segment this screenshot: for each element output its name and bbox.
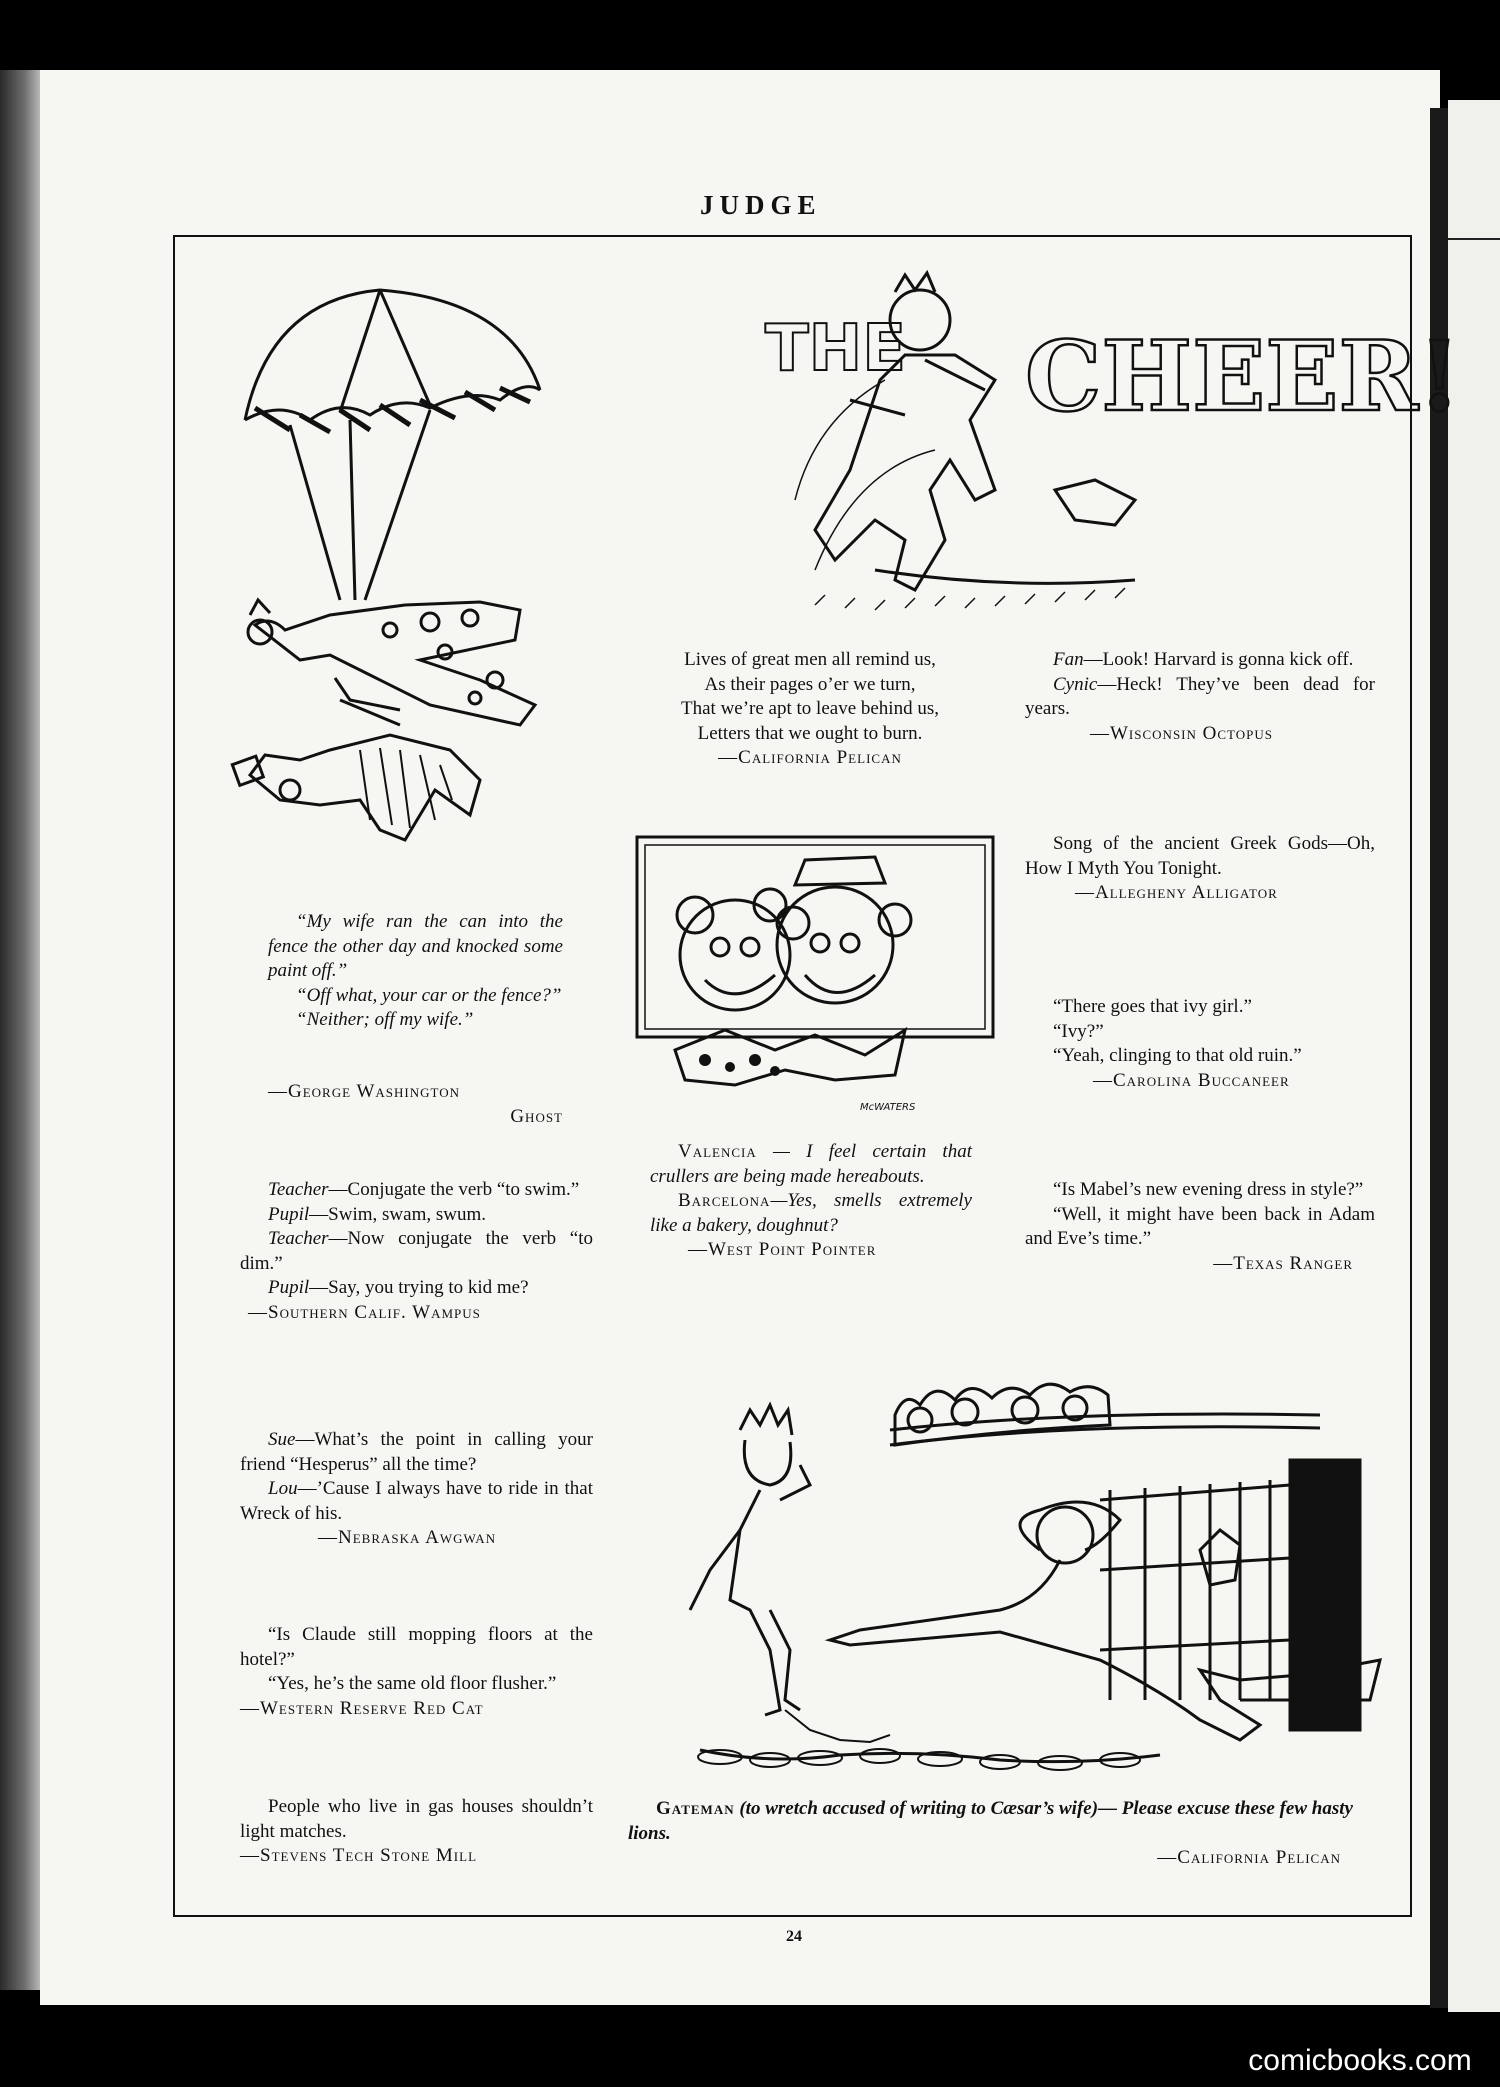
- poem-lives-line4: Letters that we ought to burn.: [697, 722, 923, 744]
- watermark: comicbooks.com: [1248, 2044, 1472, 2077]
- poem-lives-line2: As their pages o’er we turn,: [704, 673, 916, 695]
- joke-wife: [268, 910, 563, 1033]
- joke-mabel-line2: “Well, it might have been back in Adam and Eve’s time.”: [1025, 1203, 1375, 1249]
- joke-gateman: [628, 1797, 1376, 1871]
- speaker-sue: Sue: [268, 1429, 296, 1450]
- joke-hesperus-line2: —’Cause I always have to ride in that Wreck of his.: [240, 1478, 593, 1524]
- joke-swim-line1: —Conjugate the verb “to swim.”: [328, 1179, 580, 1200]
- joke-claude: [240, 1623, 593, 1721]
- the-cheer-cartoon: [755, 270, 1461, 615]
- joke-mabel-source: —Texas Ranger: [1213, 1252, 1353, 1274]
- joke-claude-source: —Western Reserve Red Cat: [240, 1697, 484, 1719]
- joke-greek: [1025, 832, 1375, 906]
- joke-gateman-source: —California Pelican: [1157, 1847, 1341, 1868]
- joke-gashouse-source: —Stevens Tech Stone Mill: [240, 1845, 478, 1866]
- poem-lives-line1: Lives of great men all remind us,: [684, 649, 936, 670]
- lion-arena-cartoon: [620, 1370, 1380, 1810]
- joke-gashouse-line1: People who live in gas houses shouldn’t light matches.: [240, 1796, 593, 1842]
- joke-wife-source-2: Ghost: [510, 1105, 563, 1127]
- joke-crullers-source: —West Point Pointer: [688, 1239, 877, 1260]
- parachute-cartoon: [230, 280, 590, 850]
- joke-crullers-line1: — I feel certain that crullers are being made hereabouts.: [650, 1141, 972, 1187]
- poem-lives: [625, 648, 995, 771]
- joke-swim-source: —Southern Calif. Wampus: [248, 1301, 481, 1323]
- joke-harvard: [1025, 648, 1375, 746]
- speaker-gateman: Gateman: [656, 1798, 735, 1819]
- poem-lives-source: —California Pelican: [718, 747, 902, 768]
- adjacent-page-rule: [1448, 238, 1500, 240]
- joke-hesperus: [240, 1428, 593, 1551]
- speaker-barcelona: Barcelona: [678, 1190, 771, 1211]
- joke-swim: [240, 1178, 593, 1325]
- joke-gashouse: [240, 1795, 593, 1869]
- joke-mabel: [1025, 1178, 1375, 1276]
- bakers-cartoon: [635, 835, 995, 1130]
- cheer-title-right: CHEER!: [1025, 320, 1461, 433]
- joke-harvard-line2: —Heck! They’ve been dead for years.: [1025, 673, 1375, 719]
- joke-wife-line1: “My wife ran the can into the fence the other day and knocked some paint off.”: [268, 911, 563, 981]
- joke-ivy-line3: “Yeah, clinging to that old ruin.”: [1053, 1045, 1302, 1066]
- joke-wife-source: [268, 1080, 563, 1129]
- speaker-teacher-1: Teacher: [268, 1179, 329, 1200]
- joke-ivy-line1: “There goes that ivy girl.”: [1053, 996, 1252, 1017]
- speaker-teacher-2: Teacher: [268, 1228, 329, 1249]
- joke-claude-line2: “Yes, he’s the same old floor flusher.”: [268, 1673, 557, 1694]
- speaker-pupil-2: Pupil: [268, 1277, 310, 1298]
- joke-swim-line3: —Now conjugate the verb “to dim.”: [240, 1228, 593, 1274]
- speaker-fan: Fan: [1053, 649, 1084, 670]
- joke-greek-line1: Song of the ancient Greek Gods—Oh, How I Myth You Tonight.: [1025, 833, 1375, 879]
- joke-ivy-line2: “Ivy?”: [1053, 1020, 1104, 1042]
- joke-wife-source-1: —George Washington: [268, 1081, 460, 1102]
- joke-ivy: [1025, 995, 1375, 1093]
- joke-wife-line2: “Off what, your car or the fence?”: [296, 984, 562, 1006]
- joke-harvard-line1: —Look! Harvard is gonna kick off.: [1083, 649, 1354, 670]
- masthead: JUDGE: [700, 190, 822, 220]
- joke-greek-source: —Allegheny Alligator: [1075, 882, 1278, 903]
- joke-mabel-line1: “Is Mabel’s new evening dress in style?”: [1053, 1179, 1364, 1200]
- poem-lives-line3: That we’re apt to leave behind us,: [681, 698, 939, 719]
- joke-hesperus-source: —Nebraska Awgwan: [318, 1527, 497, 1548]
- speaker-valencia: Valencia: [678, 1141, 757, 1162]
- speaker-pupil-1: Pupil: [268, 1203, 310, 1225]
- joke-swim-line2: —Swim, swam, swum.: [309, 1203, 486, 1225]
- cheer-title-left: THE: [765, 312, 906, 386]
- joke-crullers-line2: —Yes, smells extremely like a bakery, doughnut?: [650, 1190, 972, 1236]
- joke-hesperus-line1: —What’s the point in calling your friend “Hesperus” all the time?: [240, 1429, 593, 1475]
- joke-claude-line1: “Is Claude still mopping floors at the hotel?”: [240, 1624, 593, 1670]
- page-number: 24: [786, 1928, 802, 1945]
- speaker-lou: Lou: [268, 1478, 298, 1499]
- joke-wife-line3: “Neither; off my wife.”: [296, 1009, 474, 1030]
- joke-gateman-line1: (to wretch accused of writing to Cæsar’s wife)— Please excuse these few hasty lions.: [628, 1798, 1353, 1844]
- speaker-cynic: Cynic: [1053, 673, 1098, 695]
- joke-harvard-source: —Wisconsin Octopus: [1090, 722, 1273, 744]
- joke-crullers: [650, 1140, 972, 1263]
- artist-signature: McWATERS: [860, 1102, 916, 1113]
- joke-ivy-source: —Carolina Buccaneer: [1093, 1069, 1290, 1091]
- joke-swim-line4: —Say, you trying to kid me?: [309, 1277, 529, 1298]
